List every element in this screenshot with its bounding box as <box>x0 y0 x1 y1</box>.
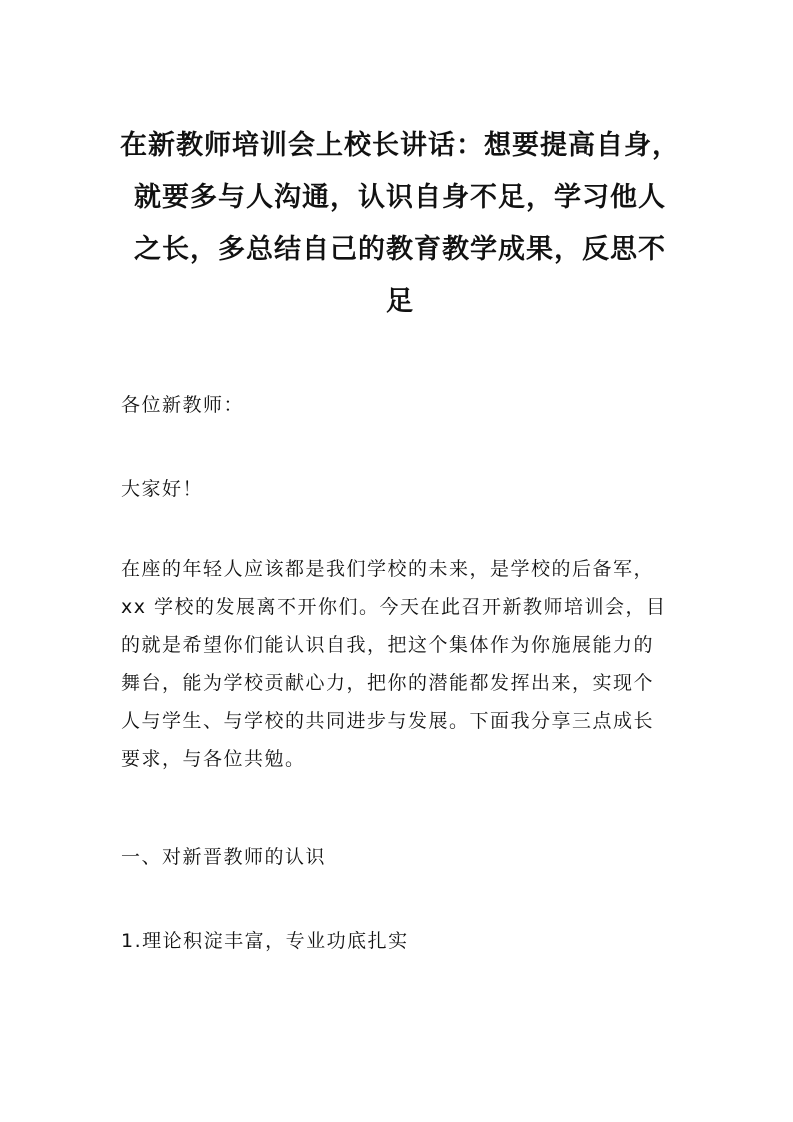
title-line: 在新教师培训会上校长讲话：想要提高自身， <box>120 130 680 161</box>
body-paragraph <box>121 550 667 778</box>
body-line: 的就是希望你们能认识自我，把这个集体作为你施展能力的 <box>121 634 655 656</box>
section-heading: 一、对新晋教师的认识 <box>121 846 327 868</box>
title-line: 就要多与人沟通，认识自身不足，学习他人 <box>134 182 666 213</box>
body-line: xx 学校的发展离不开你们。今天在此召开新教师培训会，目 <box>121 596 667 618</box>
hello-text: 大家好！ <box>121 478 204 500</box>
document-title <box>110 120 690 328</box>
body-line: 在座的年轻人应该都是我们学校的未来，是学校的后备军， <box>121 558 655 580</box>
subsection-heading: 1.理论积淀丰富，专业功底扎实 <box>121 930 409 952</box>
greeting-text: 各位新教师： <box>121 394 245 416</box>
body-line: 舞台，能为学校贡献心力，把你的潜能都发挥出来，实现个 <box>121 672 655 694</box>
title-line: 足 <box>386 286 414 317</box>
body-line: 人与学生、与学校的共同进步与发展。下面我分享三点成长 <box>121 710 655 732</box>
body-line: 要求，与各位共勉。 <box>121 748 306 770</box>
title-line: 之长，多总结自己的教育教学成果，反思不 <box>134 234 666 265</box>
